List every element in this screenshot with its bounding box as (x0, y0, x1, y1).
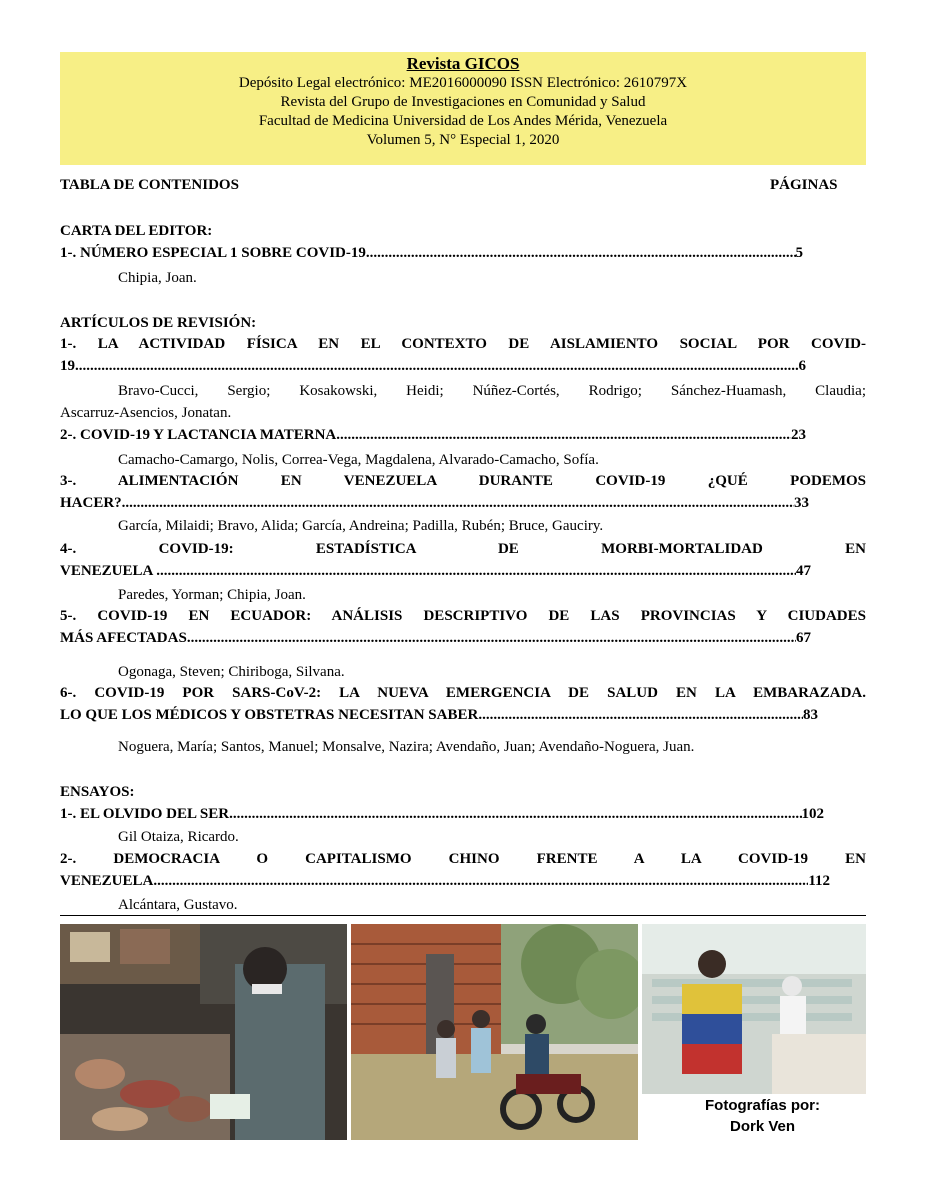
leader-dots (478, 704, 803, 726)
leader-dots (153, 870, 808, 892)
toc-entry-review-6[interactable] (60, 682, 866, 726)
entry-page: 67 (796, 630, 811, 646)
toc-entry-editor-1[interactable] (60, 242, 866, 264)
leader-dots (187, 627, 796, 649)
entry-title: 3-. ALIMENTACIÓN EN VENEZUELA DURANTE COVID-19 ¿QUÉ PODEMOS (60, 473, 866, 489)
divider (60, 915, 866, 916)
entry-title: 6-. COVID-19 POR SARS-CoV-2: LA NUEVA EMERGENCIA DE SALUD EN LA EMBARAZADA. (60, 685, 866, 701)
entry-authors: Camacho-Camargo, Nolis, Correa-Vega, Magdalena, Alvarado-Camacho, Sofía. (118, 452, 599, 468)
leader-dots (75, 355, 799, 377)
entry-title: 1-. LA ACTIVIDAD FÍSICA EN EL CONTEXTO DE AISLAMIENTO SOCIAL POR COVID- (60, 336, 866, 352)
toc-entry-review-1[interactable] (60, 333, 866, 377)
section-editor: CARTA DEL EDITOR: (60, 223, 213, 239)
journal-subtitle: Revista del Grupo de Investigaciones en Comunidad y Salud (280, 94, 646, 110)
entry-page: 6 (798, 358, 806, 374)
entry-title: 2-. COVID-19 Y LACTANCIA MATERNA (60, 427, 337, 443)
entry-page: 33 (794, 495, 809, 511)
entry-title: 1-. NÚMERO ESPECIAL 1 SOBRE COVID-19 (60, 245, 366, 261)
toc-entry-review-2[interactable] (60, 424, 866, 446)
entry-authors: Chipia, Joan. (118, 270, 197, 286)
entry-title-cont: LO QUE LOS MÉDICOS Y OBSTETRAS NECESITAN SABER (60, 707, 479, 723)
legal-deposit: Depósito Legal electrónico: ME2016000090 ISSN Electrónico: 2610797X (238, 75, 688, 91)
authors-line-2: Ascarruz-Asencios, Jonatan. (60, 405, 232, 421)
authors-line-1: Bravo-Cucci, Sergio; Kosakowski, Heidi; Núñez-Cortés, Rodrigo; Sánchez-Huamash, Claudia; (118, 383, 866, 399)
entry-page: 112 (808, 873, 830, 889)
toc-entry-review-3[interactable] (60, 470, 866, 514)
entry-authors: García, Milaidi; Bravo, Alida; García, Andreina; Padilla, Rubén; Bruce, Gauciry. (118, 518, 604, 534)
entry-page: 47 (796, 563, 811, 579)
entry-authors: Gil Otaiza, Ricardo. (118, 829, 239, 845)
leader-dots (156, 560, 796, 582)
leader-dots (336, 424, 791, 446)
entry-page: 102 (801, 806, 824, 822)
entry-title-cont: VENEZUELA (60, 563, 157, 579)
section-review: ARTÍCULOS DE REVISIÓN: (60, 315, 257, 331)
volume-info: Volumen 5, N° Especial 1, 2020 (366, 132, 560, 148)
entry-page: 23 (791, 427, 806, 443)
pages-label: PÁGINAS (770, 177, 838, 193)
entry-page: 83 (803, 707, 818, 723)
toc-entry-review-4[interactable] (60, 538, 866, 582)
toc-entry-review-5[interactable] (60, 605, 866, 649)
entry-authors: Paredes, Yorman; Chipia, Joan. (118, 587, 306, 603)
toc-entry-essay-1[interactable] (60, 803, 866, 825)
photographer-name: Dork Ven (729, 1118, 796, 1135)
journal-header (60, 52, 866, 165)
entry-authors: Ogonaga, Steven; Chiriboga, Silvana. (118, 664, 345, 680)
entry-authors: Noguera, María; Santos, Manuel; Monsalve, Nazira; Avendaño, Juan; Avendaño-Noguera, Juan. (118, 739, 695, 755)
entry-title-cont: MÁS AFECTADAS (60, 630, 187, 646)
entry-authors: Alcántara, Gustavo. (118, 897, 238, 913)
entry-page: 5 (795, 245, 803, 261)
toc-heading (60, 177, 866, 197)
entry-authors (60, 380, 866, 424)
photo-credit-label: Fotografías por: (705, 1097, 820, 1114)
entry-title: 5-. COVID-19 EN ECUADOR: ANÁLISIS DESCRIPTIVO DE LAS PROVINCIAS Y CIUDADES (60, 608, 866, 624)
entry-title: 1-. EL OLVIDO DEL SER (60, 806, 230, 822)
entry-title: 4-. COVID-19: ESTADÍSTICA DE MORBI-MORTALIDAD EN (60, 541, 866, 557)
leader-dots (366, 242, 796, 264)
journal-title: Revista GICOS (406, 54, 520, 73)
toc-entry-essay-2[interactable] (60, 848, 866, 892)
entry-title-cont: 19 (60, 358, 75, 374)
section-essays: ENSAYOS: (60, 784, 135, 800)
entry-title-cont: HACER? (60, 495, 122, 511)
institution: Facultad de Medicina Universidad de Los Andes Mérida, Venezuela (258, 113, 668, 129)
toc-title: TABLA DE CONTENIDOS (60, 177, 239, 193)
entry-title: 2-. DEMOCRACIA O CAPITALISMO CHINO FRENTE A LA COVID-19 EN (60, 851, 866, 867)
photo-pharmacy-counter (642, 924, 866, 1094)
entry-title-cont: VENEZUELA (60, 873, 154, 889)
photo-credit (655, 1095, 870, 1137)
leader-dots (122, 492, 794, 514)
photo-shopper-market (60, 924, 347, 1140)
photo-street-motorcycles (351, 924, 638, 1140)
leader-dots (229, 803, 801, 825)
